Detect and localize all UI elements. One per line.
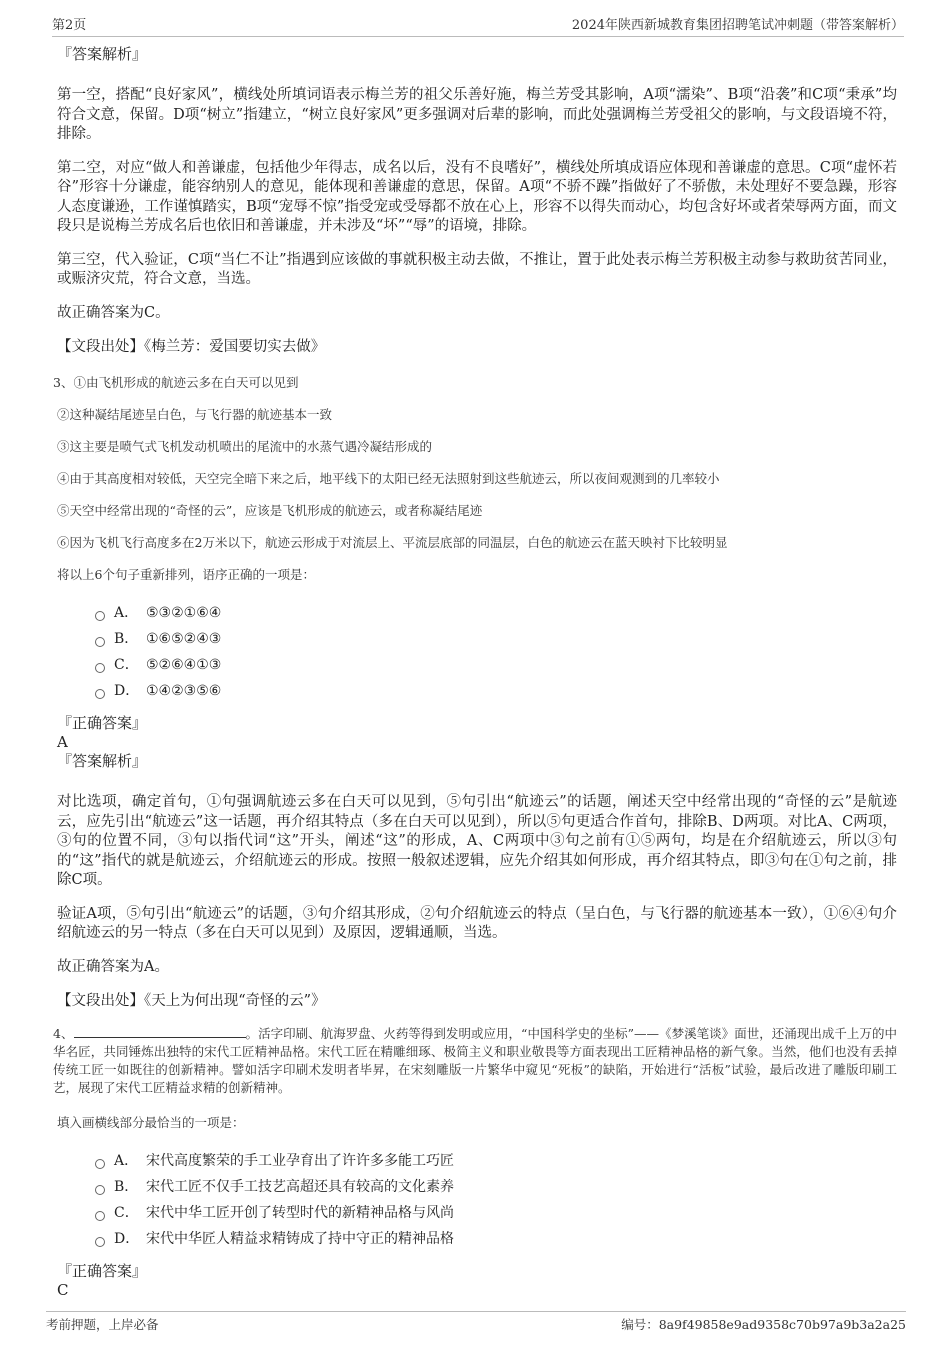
option-text: ①⑥⑤②④③ — [146, 631, 222, 647]
radio-icon[interactable] — [95, 1159, 105, 1169]
correct-answer: C — [57, 1281, 69, 1299]
option-text: 宋代高度繁荣的手工业孕育出了许许多多能工巧匠 — [146, 1153, 454, 1169]
option-c[interactable]: C． ⑤②⑥④①③ — [95, 652, 897, 678]
option-b[interactable]: B． ①⑥⑤②④③ — [95, 626, 897, 652]
radio-icon[interactable] — [95, 611, 105, 621]
analysis-paragraph: 验证A项，⑤句引出“航迹云”的话题，③句介绍其形成，②句介绍航迹云的特点（呈白色，与飞行器的航迹基本一致），①⑥④句介绍航迹云的另一特点（多在白天可以见到）及原因，逻辑通顺，当选。 — [57, 905, 897, 941]
option-d[interactable]: D． 宋代中华匠人精益求精铸成了持中守正的精神品格 — [95, 1226, 897, 1252]
radio-icon[interactable] — [95, 663, 105, 673]
page-number: 第2页 — [52, 18, 87, 33]
footer-slogan: 考前押题，上岸必备 — [46, 1317, 159, 1332]
option-a[interactable]: A． ⑤③②①⑥④ — [95, 600, 897, 626]
document-title: 2024年陕西新城教育集团招聘笔试冲刺题（带答案解析） — [571, 18, 904, 33]
option-text: ①④②③⑤⑥ — [146, 683, 222, 699]
question-prompt: 将以上6个句子重新排列，语序正确的一项是： — [57, 567, 315, 582]
analysis-paragraph: 第一空，搭配“良好家风”，横线处所填词语表示梅兰芳的祖父乐善好施，梅兰芳受其影响，A项“濡染”、B项“沿袭”和C项“秉承”均符合文意，保留。D项“树立”指建立，“树立良好家风”更多强调对后辈的影响，而此处强调梅兰芳受祖父的影响，与文段语境不符，排除。 — [57, 87, 897, 142]
analysis-paragraph: 第三空，代入验证，C项“当仁不让”指遇到应该做的事就积极主动去做，不推让，置于此处表示梅兰芳积极主动参与救助贫苦同业，或赈济灾荒，符合文意，当选。 — [57, 251, 897, 287]
option-text: 宋代中华工匠开创了转型时代的新精神品格与风尚 — [146, 1205, 454, 1221]
radio-icon[interactable] — [95, 1237, 105, 1247]
option-text: 宋代中华匠人精益求精铸成了持中守正的精神品格 — [146, 1231, 454, 1247]
page-header — [52, 14, 904, 37]
correct-answer: A — [57, 733, 68, 751]
option-text: ⑤②⑥④①③ — [146, 657, 222, 673]
answer-conclusion: 故正确答案为C。 — [57, 304, 170, 321]
analysis-label: 『答案解析』 — [57, 752, 148, 770]
radio-icon[interactable] — [95, 1185, 105, 1195]
document-code: 编号：8a9f49858e9ad9358c70b97a9b3a2a25 — [621, 1317, 906, 1332]
analysis-paragraph: 第二空，对应“做人和善谦虚，包括他少年得志，成名以后，没有不良嗜好”，横线处所填成语应体现和善谦虚的意思。C项“虚怀若谷”形容十分谦虚，能容纳别人的意见，能体现和善谦虚的意思，保留。A项“不骄不躁”指做好了不骄傲，未处理好不要急躁，形容人态度谦逊，工作谨慎踏实，B项“宠辱不惊”指受宠或受辱都不放在心上，形容不以得失而动心，均包含好坏或者荣辱两方面，而文段只是说梅兰芳成名后也依旧和善谦虚，并未涉及“坏”“辱”的语境，排除。 — [57, 159, 897, 234]
analysis-label: 『答案解析』 — [57, 45, 148, 63]
radio-icon[interactable] — [95, 689, 105, 699]
source-citation: 【文段出处】《梅兰芳：爱国要切实去做》 — [57, 339, 326, 355]
page-footer — [46, 1311, 906, 1335]
question-number: 3、 — [53, 375, 74, 390]
option-d[interactable]: D． ①④②③⑤⑥ — [95, 678, 897, 704]
question-prompt: 填入画横线部分最恰当的一项是： — [57, 1115, 245, 1130]
question-passage: 4、 。活字印刷、航海罗盘、火药等得到发明或应用，“中国科学史的坐标”——《梦溪笔谈》面世，还涌现出成千上万的中华名匠，共同锤炼出独特的宋代工匠精神品格。宋代工匠在精雕细琢、极简主义和职业敬畏等方面表现出工匠精神品格的新气象。当然，他们也没有丢掉传统工匠一如既往的创新精神。譬如活字印刷术发明者毕昇，在宋刻雕版一片繁华中窥见“死板”的缺陷，开始进行“活板”试验，最后改进了雕版印刷工艺，展现了宋代工匠精益求精的创新精神。 — [53, 1026, 898, 1095]
question-sentence: 3、①由飞机形成的航迹云多在白天可以见到 — [53, 375, 299, 390]
question-number: 4、 — [53, 1026, 74, 1041]
option-list — [95, 600, 897, 704]
question-sentence: ⑤天空中经常出现的“奇怪的云”，应该是飞机形成的航迹云，或者称凝结尾迹 — [57, 503, 483, 518]
source-citation: 【文段出处】《天上为何出现“奇怪的云”》 — [57, 993, 326, 1009]
answer-label: 『正确答案』 — [57, 1262, 148, 1280]
option-b[interactable]: B． 宋代工匠不仅手工技艺高超还具有较高的文化素养 — [95, 1174, 897, 1200]
answer-label: 『正确答案』 — [57, 714, 148, 732]
document-body — [53, 44, 898, 1299]
question-sentence: ⑥因为飞机飞行高度多在2万米以下，航迹云形成于对流层上、平流层底部的同温层，白色的航迹云在蓝天映衬下比较明显 — [57, 535, 728, 550]
answer-conclusion: 故正确答案为A。 — [57, 958, 169, 975]
option-text: ⑤③②①⑥④ — [146, 605, 222, 621]
option-text: 宋代工匠不仅手工技艺高超还具有较高的文化素养 — [146, 1179, 454, 1195]
question-sentence: ④由于其高度相对较低，天空完全暗下来之后，地平线下的太阳已经无法照射到这些航迹云，所以夜间观测到的几率较小 — [57, 471, 720, 486]
option-a[interactable]: A． 宋代高度繁荣的手工业孕育出了许许多多能工巧匠 — [95, 1148, 897, 1174]
option-list — [95, 1148, 897, 1252]
analysis-paragraph: 对比选项，确定首句，①句强调航迹云多在白天可以见到，⑤句引出“航迹云”的话题，阐述天空中经常出现的“奇怪的云”是航迹云，应先引出“航迹云”这一话题，再介绍其特点（多在白天可以见到），所以⑤句更适合作首句，排除B、D两项。对比A、C两项，③句的位置不同，③句以指代词“这”开头，阐述“这”的形成，A、C两项中③句之前有①⑤两句，均是在介绍航迹云，所以③句的“这”指代的就是航迹云，介绍航迹云的形成。按照一般叙述逻辑，应先介绍其如何形成，再介绍其特点，即③句在①句之前，排除C项。 — [57, 794, 897, 888]
option-c[interactable]: C． 宋代中华工匠开创了转型时代的新精神品格与风尚 — [95, 1200, 897, 1226]
fill-blank[interactable] — [74, 1025, 246, 1038]
radio-icon[interactable] — [95, 1211, 105, 1221]
question-sentence: ③这主要是喷气式飞机发动机喷出的尾流中的水蒸气遇冷凝结形成的 — [57, 439, 433, 454]
question-sentence: ②这种凝结尾迹呈白色，与飞行器的航迹基本一致 — [57, 407, 333, 422]
radio-icon[interactable] — [95, 637, 105, 647]
